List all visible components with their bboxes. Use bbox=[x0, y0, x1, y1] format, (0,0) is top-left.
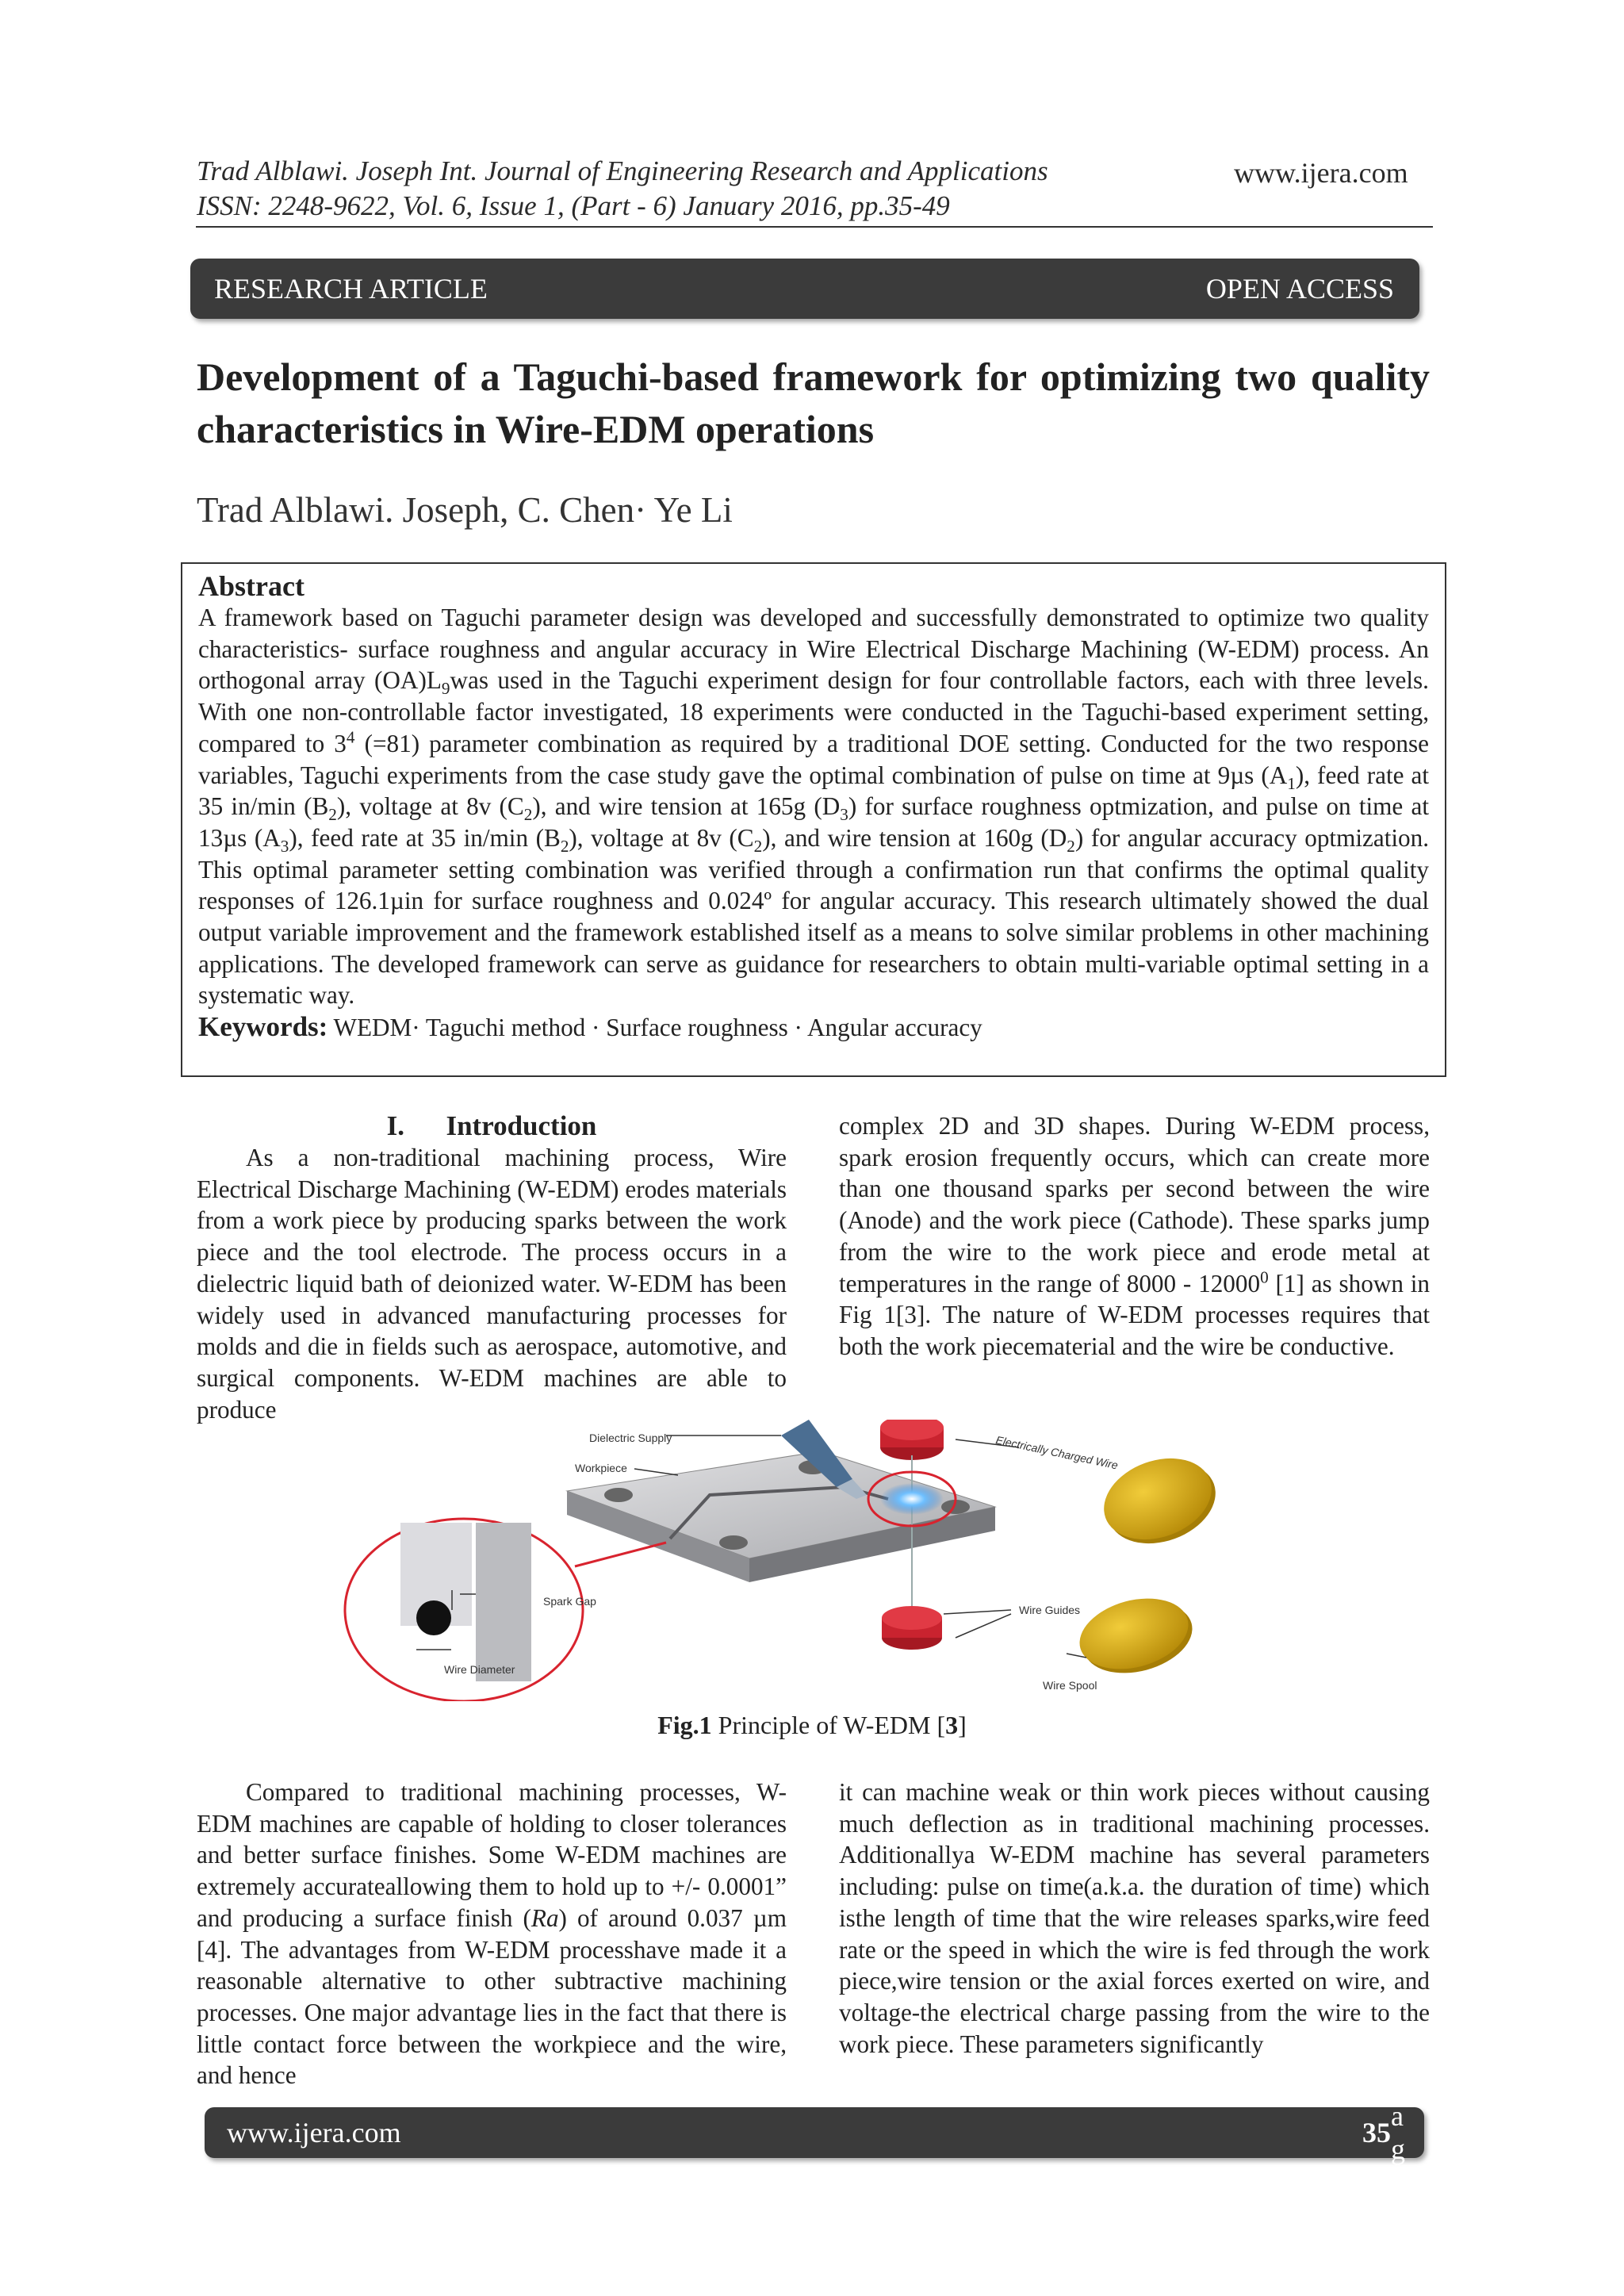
intro-right-column bbox=[839, 1110, 1430, 1363]
label-workpiece: Workpiece bbox=[575, 1462, 627, 1474]
upper-wire-guide bbox=[880, 1420, 944, 1460]
lower-wire-guide bbox=[882, 1606, 942, 1650]
abstract-heading: Abstract bbox=[198, 570, 304, 602]
keywords: Keywords: WEDM· Taguchi method · Surface roughness · Angular accuracy bbox=[198, 1011, 982, 1043]
intro-paragraph-2: complex 2D and 3D shapes. During W-EDM process, spark erosion frequently occurs, which can create more than one thousand sparks per second between the wire (Anode) and the work piece (Cathode). These sparks jump from the wire to the work piece and erode metal at temperatures in the range of 8000 - 12000$^0$ [1] as shown in Fig 1[3]. The nature of W-EDM processes requires that both the work piecematerial and the wire be conductive. bbox=[839, 1112, 1431, 1360]
abstract-box bbox=[181, 562, 1446, 1077]
body-paragraph-right: it can machine weak or thin work pieces without causing much deflection as in traditional machining processes. Additionallya W-EDM machine has several parameters including: pulse on time(a.k.a. the duration of time) which isthe length of time that the wire releases sparks,wire feed rate or the speed in which the wire is fed through the work piece,wire tension or the axial forces exerted on wire, and voltage-the electrical charge passing from the wire to the work piece. These parameters significantly bbox=[839, 1778, 1430, 2058]
intro-left-column bbox=[197, 1110, 787, 1425]
intro-paragraph-1: As a non-traditional machining process, Wire Electrical Discharge Machining (W-EDM) erodes materials from a work piece by producing sparks between the work piece and the tool electrode. The process occurs in a dielectric liquid bath of deionized water. W-EDM has been widely used in advanced manufacturing processes for molds and die in fields such as aerospace, automotive, and surgical components. W-EDM machines are able to produce bbox=[197, 1144, 787, 1424]
abstract-text: A framework based on Taguchi parameter design was developed and successfully demonstrated to optimize two quality characteristics- surface roughness and angular accuracy in Wire Electrical Discharge Machining (W-EDM) process. An orthogonal array $(OA)L_9was$ used in the Taguchi experiment design for four controllable factors, each with three levels. With one non-controllable factor investigated, 18 experiments were conducted in the Taguchi-based experiment setting, compared to $3^4$ (=81) parameter combination as required by a traditional DOE setting. Conducted for the two response variables, Taguchi experiments from the case study gave the optimal combination of pulse on time at 9µs $(A_1)$, feed rate at 35 in/min $(B_2)$, voltage at 8v $(C_2)$, and wire tension at 165g $(D_3)$ for surface roughness optmization, and pulse on time at 13µs $(A_3)$, feed rate at 35 in/min $(B_2)$, voltage at 8v $(C_2)$, and wire tension at 160g $(D_2)$ for angular accuracy optmization. This optimal parameter setting combination was verified through a confirmation run that confirms the optimal quality responses of 126.1µin for surface roughness and 0.024º for angular accuracy. This research ultimately showed the dual output variable improvement and the framework established itself as a means to solve similar problems in other machining applications. The developed framework can serve as guidance for researchers to obtain multi-variable optimal setting in a systematic way. bbox=[198, 604, 1430, 1010]
footer-url[interactable]: www.ijera.com bbox=[227, 2117, 401, 2148]
label-dielectric-supply: Dielectric Supply bbox=[589, 1432, 672, 1444]
workpiece-plate bbox=[567, 1451, 995, 1582]
authors: Trad Alblawi. Joseph, C. Chen· Ye Li bbox=[197, 490, 733, 530]
label-wire-diameter: Wire Diameter bbox=[444, 1663, 515, 1676]
body-right-column bbox=[839, 1777, 1430, 2060]
footer-bar bbox=[205, 2067, 1424, 2198]
label-wire-guides: Wire Guides bbox=[1019, 1604, 1081, 1616]
banner-left-label: RESEARCH ARTICLE bbox=[214, 273, 488, 305]
figure-caption: Fig.1 Principle of W-EDM [3] bbox=[657, 1711, 967, 1739]
label-spark-gap: Spark Gap bbox=[543, 1595, 596, 1608]
label-electrically-charged-wire: Electrically Charged Wire bbox=[994, 1433, 1120, 1472]
lower-wire-spool bbox=[1072, 1587, 1201, 1684]
article-banner bbox=[190, 259, 1419, 319]
magnifier-connector bbox=[575, 1543, 666, 1566]
header-url[interactable]: www.ijera.com bbox=[1234, 157, 1408, 189]
body-paragraph-left: Compared to traditional machining processes, W-EDM machines are capable of holding to closer tolerances and better surface finishes. Some W-EDM machines are extremely accurateallowing them to hold up to +/- 0.0001” and producing a surface finish (Ra) of around 0.037 µm [4]. The advantages from W-EDM processhave made it a reasonable alternative to other subtractive machining processes. One major advantage lies in the fact that there is little contact force between the workpiece and the wire, and hence bbox=[197, 1778, 787, 2090]
paper-title: Development of a Taguchi-based framework for optimizing two quality characteristics in Wire-EDM operations bbox=[197, 355, 1430, 451]
journal-line-2: ISSN: 2248-9622, Vol. 6, Issue 1, (Part - 6) January 2016, pp.35-49 bbox=[197, 190, 950, 221]
body-left-column bbox=[197, 1777, 787, 2091]
banner-right-label: OPEN ACCESS bbox=[1205, 273, 1394, 305]
intro-heading: I. Introduction bbox=[386, 1110, 597, 1141]
spark-glow bbox=[880, 1483, 944, 1515]
journal-line-1: Trad Alblawi. Joseph Int. Journal of Engineering Research and Applications bbox=[197, 155, 1048, 186]
footer-page: 35 |P a g e bbox=[1362, 2067, 1411, 2198]
header-rule bbox=[196, 226, 1433, 228]
label-wire-spool: Wire Spool bbox=[1043, 1679, 1097, 1692]
wedm-principle-figure bbox=[337, 1420, 1289, 1701]
